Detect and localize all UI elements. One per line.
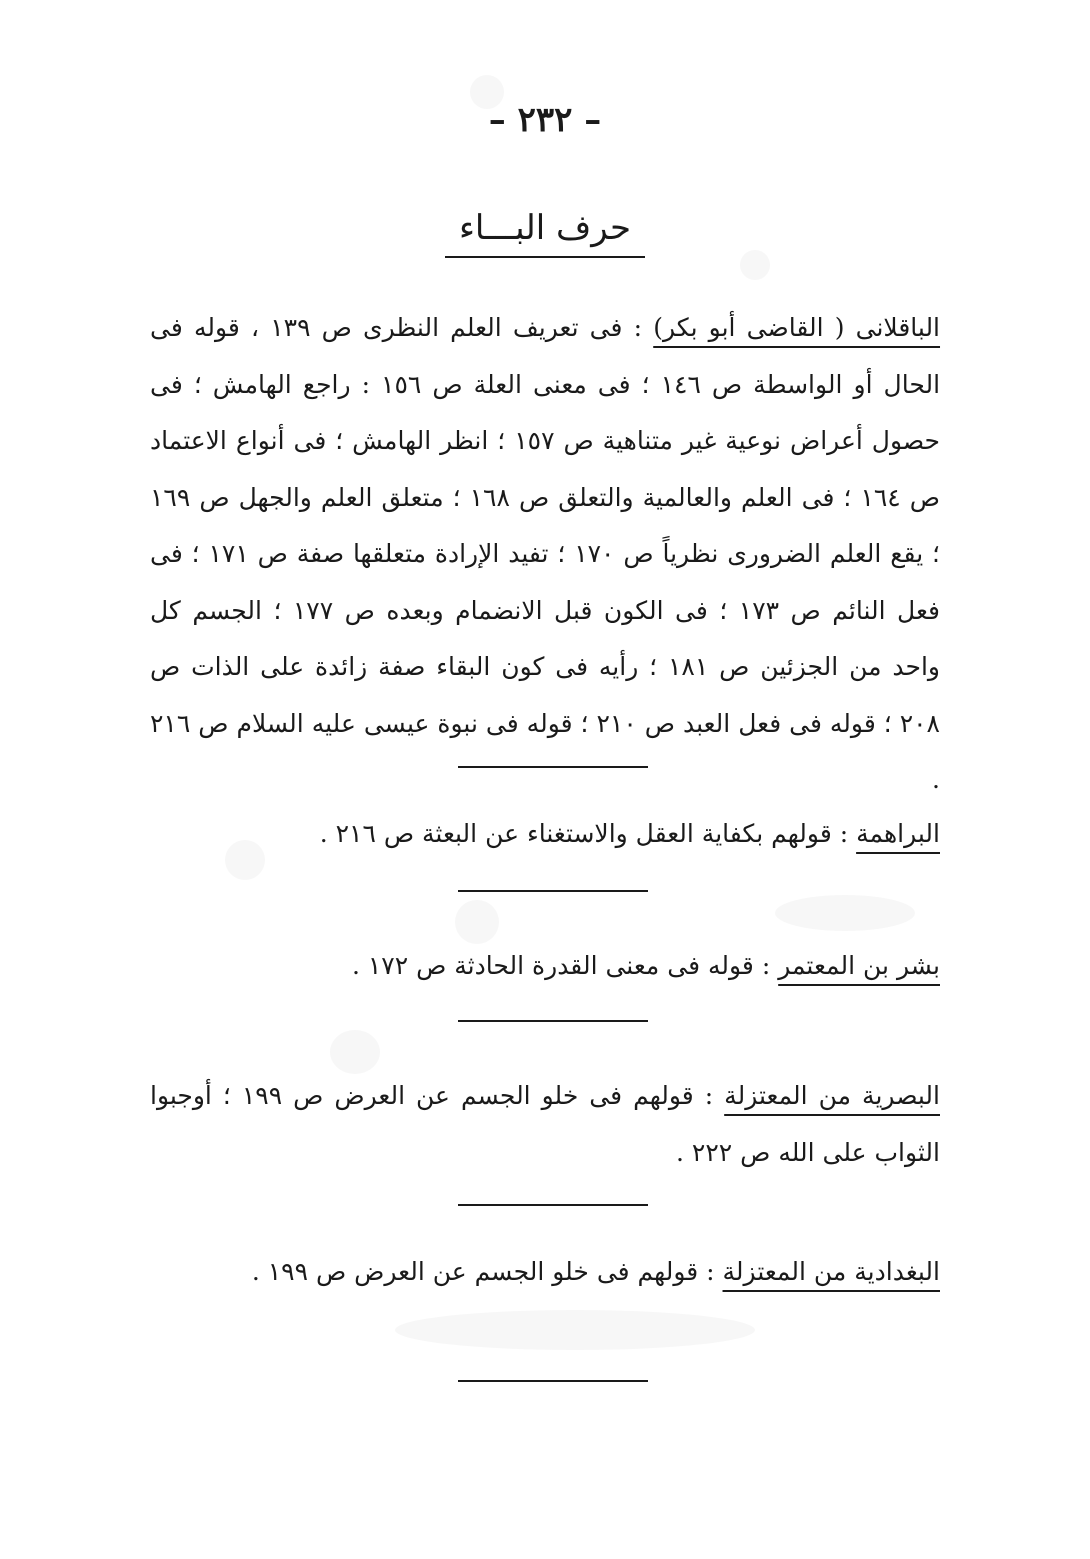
- separator-line: [458, 766, 648, 768]
- separator-line: [458, 1380, 648, 1382]
- entry-text: : قولهم فى خلو الجسم عن العرض ص ١٩٩ ؛ أوجبوا الثواب على الله ص ٢٢٢ .: [150, 1081, 940, 1167]
- chapter-title: [0, 208, 1090, 258]
- separator-line: [458, 1020, 648, 1022]
- index-entry: [150, 1244, 940, 1301]
- entry-term: الباقلانى ( القاضى أبو بكر): [653, 313, 941, 342]
- entry-term: بشر بن المعتمر: [778, 951, 940, 980]
- entry-text: : قولهم فى خلو الجسم عن العرض ص ١٩٩ .: [251, 1257, 723, 1286]
- index-entry: [150, 300, 940, 809]
- entry-term: البراهمة: [856, 819, 940, 848]
- separator-line: [458, 890, 648, 892]
- separator-line: [458, 1204, 648, 1206]
- entry-text: : فى تعريف العلم النظرى ص ١٣٩ ، قوله فى الحال أو الواسطة ص ١٤٦ ؛ فى معنى العلة ص ١٥٦ : راجع الهامش ؛ فى حصول أعراض نوعية غير متناهية ص ١٥٧ ؛ انظر الهامش ؛ فى أنواع الاعتماد ص ١٦٤ ؛ فى العلم والعالمية والتعلق ص ١٦٨ ؛ متعلق العلم والجهل ص ١٦٩ ؛ يقع العلم الضرورى نظرياً ص ١٧٠ ؛ تفيد الإرادة متعلقها صفة ص ١٧١ ؛ فى فعل النائم ص ١٧٣ ؛ فى الكون قبل الانضمام وبعده ص ١٧٧ ؛ الجسم كل واحد من الجزئين ص ١٨١ ؛ رأيه فى كون البقاء صفة زائدة على الذات ص ٢٠٨ ؛ قوله فى فعل العبد ص ٢١٠ ؛ قوله فى نبوة عيسى عليه السلام ص ٢١٦ .: [150, 313, 941, 794]
- entry-term: البغدادية من المعتزلة: [722, 1257, 940, 1286]
- index-entry: [150, 938, 940, 995]
- entry-text: : قوله فى معنى القدرة الحادثة ص ١٧٢ .: [351, 951, 779, 980]
- scan-stain: [395, 1310, 755, 1350]
- index-entry: [150, 806, 940, 863]
- page-number: – ٢٣٢ –: [488, 100, 602, 140]
- scan-stain: [775, 895, 915, 931]
- index-entry: [150, 1068, 940, 1181]
- chapter-title-text: حرف البـــاء: [445, 208, 645, 258]
- entry-text: : قولهم بكفاية العقل والاستغناء عن البعثة ص ٢١٦ .: [319, 819, 857, 848]
- entry-term: البصرية من المعتزلة: [724, 1081, 940, 1110]
